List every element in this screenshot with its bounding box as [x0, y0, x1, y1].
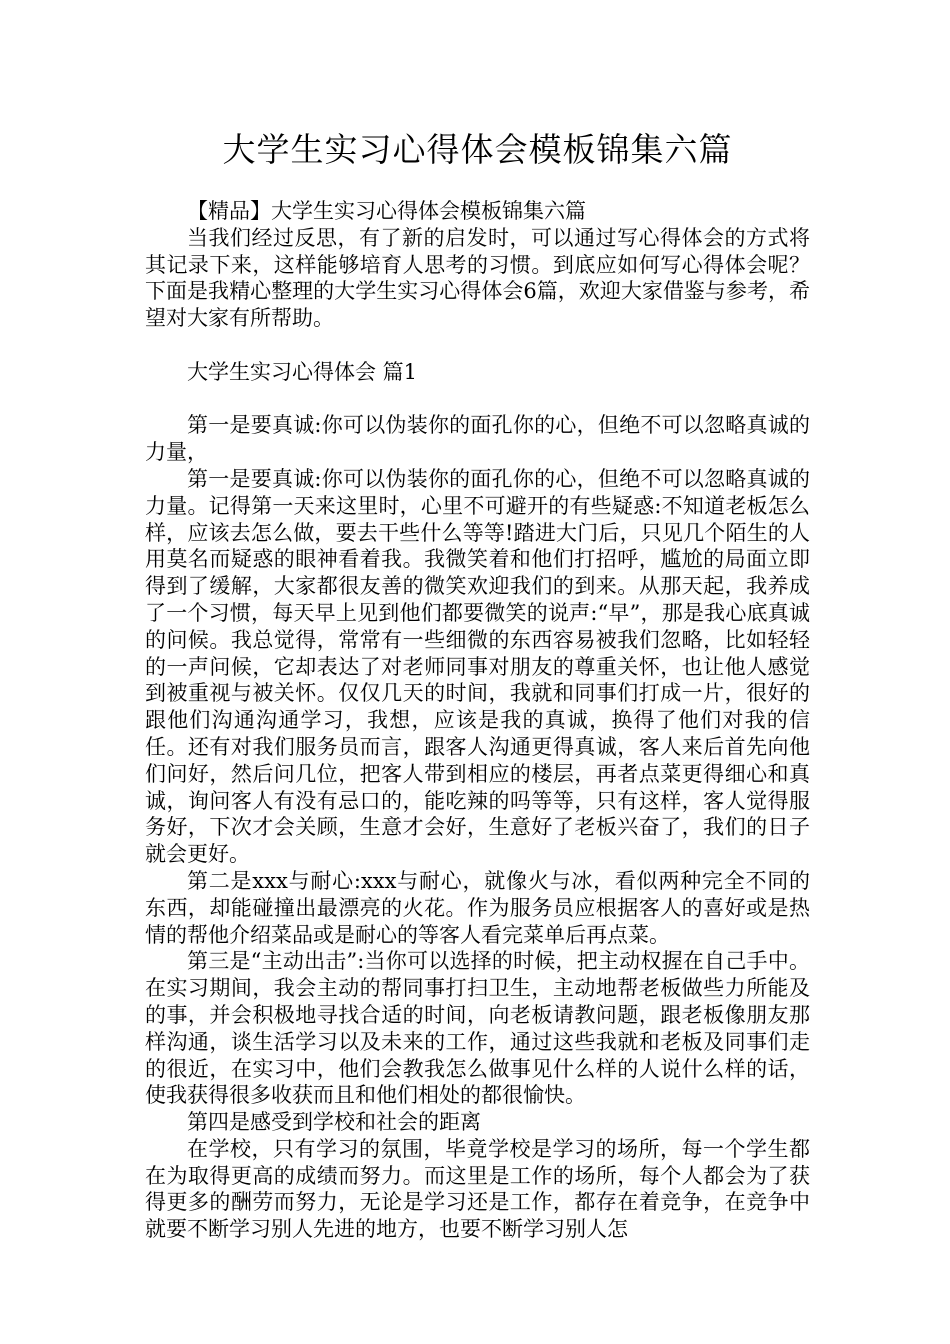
body-paragraph: 第二是xxx与耐心:xxx与耐心，就像火与冰，看似两种完全不同的东西，却能碰撞出最漂亮的火花。作为服务员应根据客人的喜好或是热情的帮他介绍菜品或是耐心的等客人看完菜单后再点菜。 — [145, 868, 810, 947]
body-paragraph: 第一是要真诚:你可以伪装你的面孔你的心，但绝不可以忽略真诚的力量， — [145, 413, 810, 465]
intro-heading: 【精品】大学生实习心得体会模板锦集六篇 — [187, 199, 586, 223]
document-body — [145, 198, 810, 1243]
document-title: 大学生实习心得体会模板锦集六篇 — [222, 130, 733, 169]
subheading: 第四是感受到学校和社会的距离 — [187, 1110, 481, 1135]
body-paragraph: 第一是要真诚:你可以伪装你的面孔你的心，但绝不可以忽略真诚的力量。记得第一天来这里时，心里不可避开的有些疑惑:不知道老板怎么样，应该去怎么做，要去干些什么等等!踏进大门后，只见几个陌生的人用莫名而疑惑的眼神看着我。我微笑着和他们打招呼，尴尬的局面立即得到了缓解，大家都很友善的微笑欢迎我们的到来。从那天起，我养成了一个习惯，每天早上见到他们都要微笑的说声:“早”，那是我心底真诚的问候。我总觉得，常常有一些细微的东西容易被我们忽略，比如轻轻的一声问候，它却表达了对老师同事对朋友的尊重关怀，也让他人感觉到被重视与被关怀。仅仅几天的时间，我就和同事们打成一片，很好的跟他们沟通沟通学习，我想，应该是我的真诚，换得了他们对我的信任。还有对我们服务员而言，跟客人沟通更得真诚，客人来后首先向他们问好，然后问几位，把客人带到相应的楼层，再者点菜更得细心和真诚，询问客人有没有忌口的，能吃辣的吗等等，只有这样，客人觉得服务好，下次才会关顾，生意才会好，生意好了老板兴奋了，我们的日子就会更好。 — [145, 466, 810, 867]
body-paragraph: 在学校，只有学习的氛围，毕竟学校是学习的场所，每一个学生都在为取得更高的成绩而努力。而这里是工作的场所，每个人都会为了获得更多的酬劳而努力，无论是学习还是工作，都存在着竞争，在竞争中就要不断学习别人先进的地方，也要不断学习别人怎 — [145, 1136, 810, 1242]
section-heading: 大学生实习心得体会 篇1 — [187, 359, 418, 384]
intro-paragraph: 当我们经过反思，有了新的启发时，可以通过写心得体会的方式将其记录下来，这样能够培育人思考的习惯。到底应如何写心得体会呢？下面是我精心整理的大学生实习心得体会6篇，欢迎大家借鉴与参考，希望对大家有所帮助。 — [145, 225, 810, 331]
body-paragraph: 第三是“主动出击”:当你可以选择的时候，把主动权握在自己手中。在实习期间，我会主动的帮同事打扫卫生，主动地帮老板做些力所能及的事，并会积极地寻找合适的时间，向老板请教问题，跟老板像朋友那样沟通，谈生活学习以及未来的工作，通过这些我就和老板及同事们走的很近，在实习中，他们会教我怎么做事见什么样的人说什么样的话，使我获得很多收获而且和他们相处的都很愉快。 — [145, 949, 810, 1108]
